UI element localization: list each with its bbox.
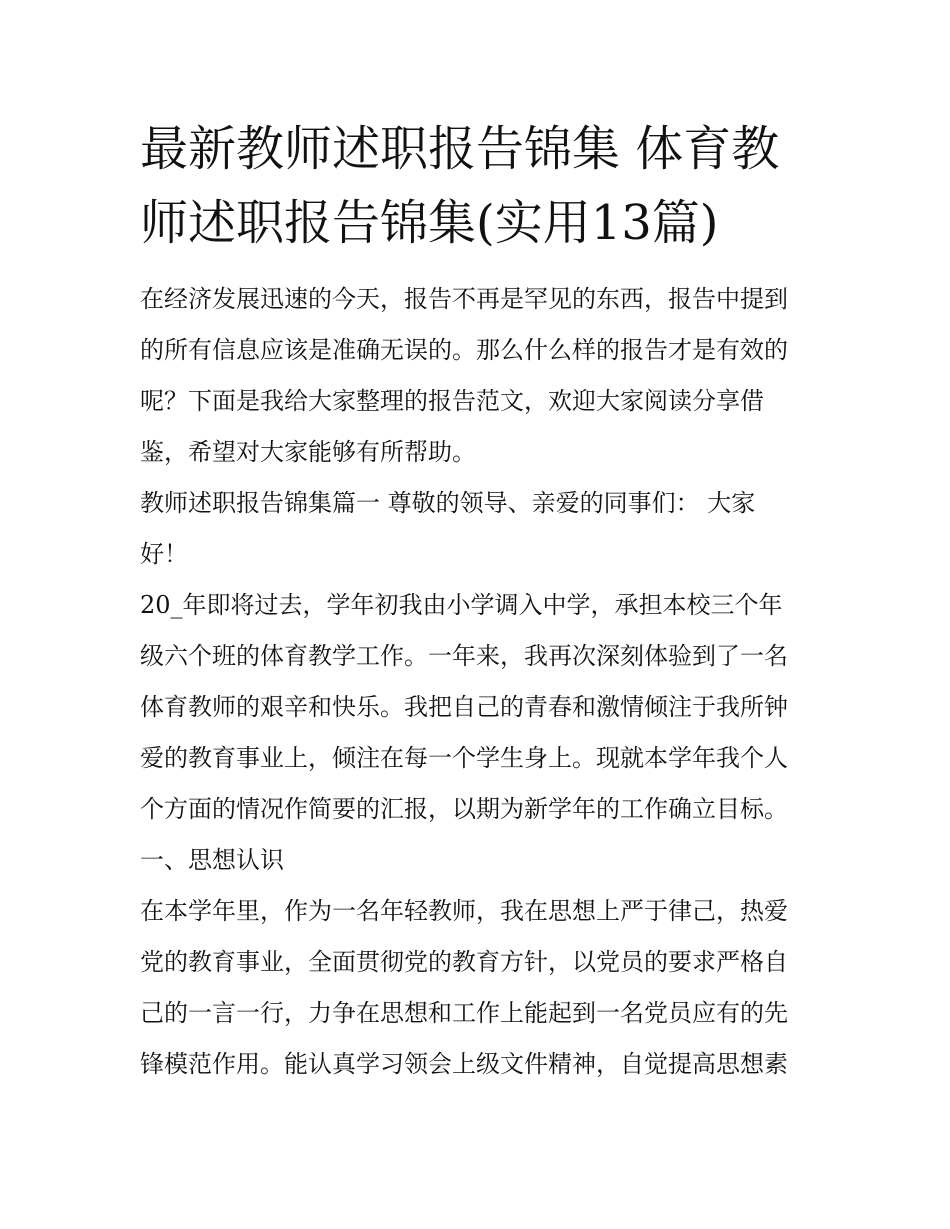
- paragraph-line: 呢？下面是我给大家整理的报告范文，欢迎大家阅读分享借: [140, 387, 764, 415]
- paragraph-line: 党的教育事业，全面贯彻党的教育方针，以党员的要求严格自: [140, 948, 788, 976]
- intro-paragraph: [140, 274, 820, 478]
- paragraph-line: 教师述职报告锦集篇一 尊敬的领导、亲爱的同事们： 大家: [140, 489, 756, 517]
- paragraph-line: 鉴，希望对大家能够有所帮助。: [140, 438, 476, 466]
- title-line: 师述职报告锦集(实用13篇): [140, 195, 719, 251]
- section-heading-block: [140, 835, 820, 886]
- paragraph-line: 锋模范作用。能认真学习领会上级文件精神，自觉提高思想素: [140, 1050, 788, 1078]
- paragraph-line: 的所有信息应该是准确无误的。那么什么样的报告才是有效的: [140, 336, 788, 364]
- body-paragraph-2: [140, 886, 820, 1090]
- paragraph-line: 个方面的情况作简要的汇报，以期为新学年的工作确立目标。: [140, 795, 788, 823]
- paragraph-line: 级六个班的体育教学工作。一年来，我再次深刻体验到了一名: [140, 642, 788, 670]
- document-title: [140, 112, 820, 260]
- title-line: 最新教师述职报告锦集 体育教: [140, 121, 780, 177]
- section-heading: 一、思想认识: [140, 846, 284, 874]
- paragraph-line: 体育教师的艰辛和快乐。我把自己的青春和激情倾注于我所钟: [140, 693, 788, 721]
- paragraph-line: 20_年即将过去，学年初我由小学调入中学，承担本校三个年: [140, 591, 783, 619]
- paragraph-line: 好！: [140, 540, 188, 568]
- paragraph-line: 在本学年里，作为一名年轻教师，我在思想上严于律己，热爱: [140, 897, 788, 925]
- paragraph-line: 在经济发展迅速的今天，报告不再是罕见的东西，报告中提到: [140, 285, 788, 313]
- body-paragraph-1: [140, 580, 820, 835]
- greeting-paragraph: [140, 478, 820, 580]
- paragraph-line: 爱的教育事业上，倾注在每一个学生身上。现就本学年我个人: [140, 744, 788, 772]
- paragraph-line: 己的一言一行，力争在思想和工作上能起到一名党员应有的先: [140, 999, 788, 1027]
